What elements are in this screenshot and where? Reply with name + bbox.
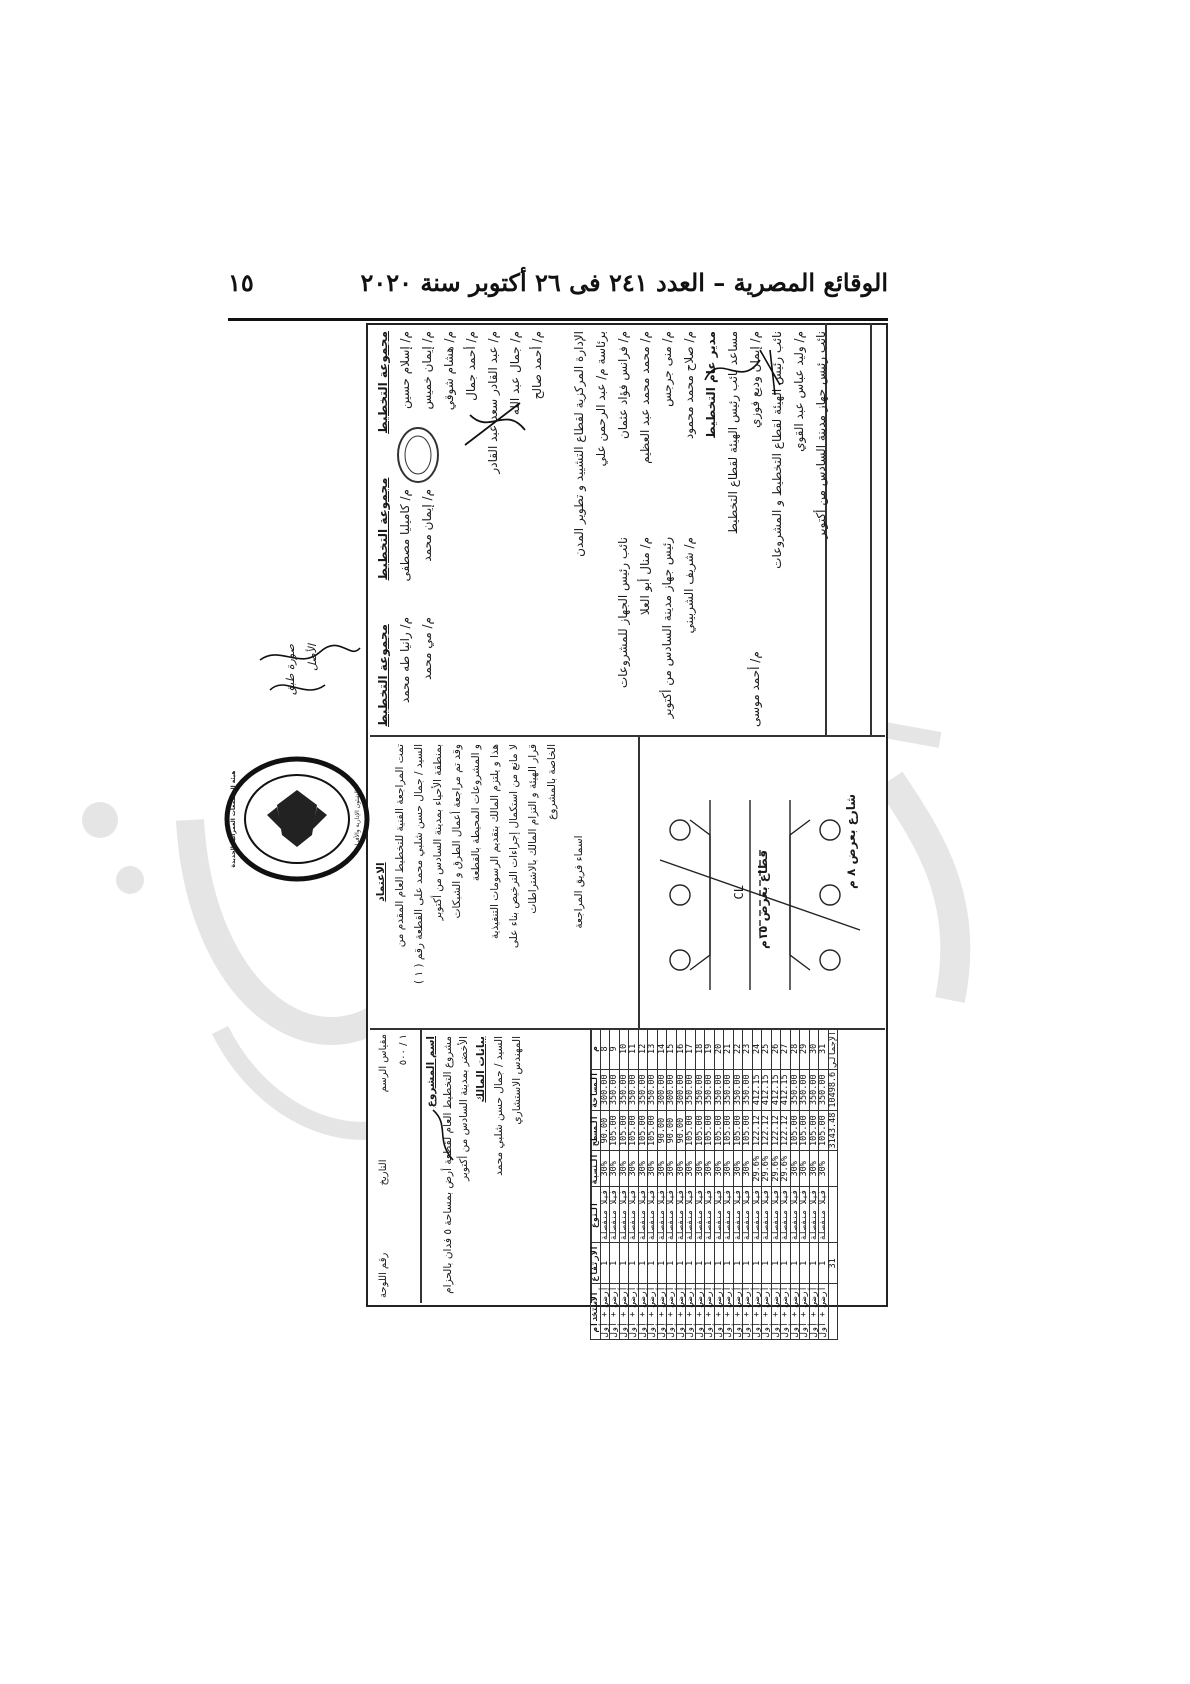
table-header: الارتفاع [591,1243,601,1284]
table-cell: أرضي + أول [771,1284,781,1340]
date-label: التاريخ [378,1159,389,1186]
planner-name: م/ إسلام حسين [398,331,412,409]
table-cell: 1 [752,1243,762,1284]
director-title: مدير عام التخطيط [704,331,718,439]
table-cell: 8 [600,1029,610,1070]
table-cell: فيلا منفصلة [743,1187,753,1243]
head-name: م/ شريف الشربيني [682,537,696,634]
planner-name: م/ كاميليا مصطفى [398,489,412,582]
table-cell: أرضي + أول [762,1284,772,1340]
table-cell: أرضي + أول [743,1284,753,1340]
table-cell: فيلا منفصلة [667,1187,677,1243]
table-cell: 350.00 [800,1069,810,1110]
head-of-city: رئيس جهاز مدينة السادس من أكتوبر [660,537,674,719]
table-row [705,1029,715,1340]
table-cell: 105.00 [790,1110,800,1151]
planner-name: م/ هشام شوقي [442,331,456,411]
engineer-label: المهندس الاستشاري [511,1036,523,1125]
approval-line: الخاصة بالمشروع [546,744,558,820]
table-cell: 1 [686,1243,696,1284]
table-cell: 1 [657,1243,667,1284]
table-cell: 105.00 [743,1110,753,1151]
seal-subtext: الشئون الإدارية والأفراد [354,790,361,848]
table-cell: فيلا منفصلة [657,1187,667,1243]
table-cell: 30% [714,1151,724,1187]
table-cell: 17 [686,1029,696,1070]
table-cell: 1 [629,1243,639,1284]
seal-text-host [222,755,372,883]
table-cell: 350.00 [619,1069,629,1110]
owner-label: بيانات المالك [475,1036,487,1103]
signature-icon [425,1105,465,1165]
table-cell: فيلا منفصلة [676,1187,686,1243]
table-cell: 30% [610,1151,620,1187]
team-member: م/ منى جرجس [660,331,674,407]
table-cell: 29.6% [781,1151,791,1187]
table-cell: 412.15 [771,1069,781,1110]
project-block [422,1030,588,1302]
table-cell: 90.00 [600,1110,610,1151]
table-cell: 1 [619,1243,629,1284]
table-cell: 1 [705,1243,715,1284]
approval-line: لا مانع من استكمال إجراءات الترخيص بناء على [508,744,520,949]
supervision: برئاسة م/ عبد الرحمن علي [594,331,608,467]
title-block [372,1030,418,1302]
table-cell: 29.6% [771,1151,781,1187]
table-cell: 412.15 [781,1069,791,1110]
sheet-divider [370,735,885,737]
table-cell: 30% [800,1151,810,1187]
table-cell: 105.00 [809,1110,819,1151]
table-cell [828,1187,838,1243]
table-cell: 350.00 [733,1069,743,1110]
table-cell: فيلا منفصلة [800,1187,810,1243]
approval-line: وقد تم مراجعة أعمال الطرق و الشبكات [451,744,463,919]
table-cell: فيلا منفصلة [752,1187,762,1243]
table-cell: أرضي + أول [686,1284,696,1340]
table-cell: فيلا منفصلة [809,1187,819,1243]
table-cell: 30% [743,1151,753,1187]
planner-name: م/ مي محمد [420,617,434,680]
table-cell: 10 [619,1029,629,1070]
approval-line: هذا و يلتزم المالك بتقديم الرسومات التنفيذية [489,744,501,940]
table-row [800,1029,810,1340]
table-total-row [828,1029,838,1340]
table-cell: 1 [714,1243,724,1284]
planning-group-heading: مجموعة التخطيط [376,331,390,434]
table-cell: 30% [705,1151,715,1187]
head-title: نائب رئيس الجهاز للمشروعات [616,537,630,689]
table-cell: فيلا منفصلة [619,1187,629,1243]
table-cell: 300.00 [657,1069,667,1110]
department-name: الإدارة المركزية لقطاع التشييد و تطوير المدن [572,331,586,557]
planning-group-heading: مجموعة التخطيط [376,624,390,727]
review-team-label: اسماء فريق المراجعة [573,835,585,929]
table-cell: 105.00 [610,1110,620,1151]
table-cell: 30% [733,1151,743,1187]
table-cell: 105.00 [686,1110,696,1151]
table-cell: أرضي + أول [714,1284,724,1340]
table-cell: 30% [619,1151,629,1187]
signature-icon [460,395,530,455]
table-cell: 30% [790,1151,800,1187]
table-header: المساحة [591,1069,601,1110]
table-cell: 350.00 [809,1069,819,1110]
table-cell: أرضي + أول [600,1284,610,1340]
table-cell: أرضي + أول [610,1284,620,1340]
table-cell: أرضي + أول [752,1284,762,1340]
table-cell: أرضي + أول [724,1284,734,1340]
table-cell: 300.00 [600,1069,610,1110]
street-width-label: شارع بعرض ٨ م [844,794,858,889]
signature-icon [700,340,790,400]
table-cell: 30% [686,1151,696,1187]
owner-name: السيد / جمال حسن شلبي محمد [493,1036,505,1176]
table-cell: 1 [733,1243,743,1284]
table-cell: 1 [724,1243,734,1284]
table-cell: 350.00 [714,1069,724,1110]
table-cell: 22 [733,1029,743,1070]
planner-name: م/ عبد القادر سعد عبد القادر [486,331,500,474]
table-cell: أرضي + أول [638,1284,648,1340]
table-cell: 350.00 [705,1069,715,1110]
table-cell: 105.00 [695,1110,705,1151]
table-cell: 30% [695,1151,705,1187]
seal-text: هيئة المجتمعات العمرانية الجديدة [230,770,237,868]
approval-line: قرار الهيئة و التزام المالك بالاشتراطات [527,744,539,914]
head-name: م/ منال أبو العلا [638,537,652,616]
table-cell: 1 [695,1243,705,1284]
table-cell: 1 [600,1243,610,1284]
table-cell: أرضي + أول [657,1284,667,1340]
table-cell: فيلا منفصلة [600,1187,610,1243]
table-cell: 24 [752,1029,762,1070]
table-header: النوع [591,1187,601,1243]
table-header: النسبة [591,1151,601,1187]
table-row [743,1029,753,1340]
table-cell: 1 [771,1243,781,1284]
section-label: قطاع بعرض ١٥م [756,850,770,949]
table-cell: 28 [790,1029,800,1070]
table-cell: 350.00 [648,1069,658,1110]
project-name: مشروع التخطيط العام لقطعة أرض بمساحة ٥ فدان بالحزام الأخضر بمدينة السادس من أكتوبر [442,1036,470,1294]
table-cell: 21 [724,1029,734,1070]
table-cell: 105.00 [638,1110,648,1151]
assistant-title: مساعد نائب رئيس الهيئة لقطاع التخطيط [726,331,740,535]
assistant-name: م/ أحمد موسى [748,651,762,727]
table-cell: 9 [610,1029,620,1070]
team-member: م/ فرانس فؤاد عثمان [616,331,630,440]
table-cell: 19 [705,1029,715,1070]
table-cell: 105.00 [724,1110,734,1151]
table-cell: أرضي + أول [648,1284,658,1340]
table-cell: 1 [790,1243,800,1284]
lots-table [590,1028,838,1340]
table-cell: 1 [800,1243,810,1284]
table-cell: فيلا منفصلة [629,1187,639,1243]
planner-name: م/ جمال عبد الله [508,331,522,416]
table-cell: 20 [714,1029,724,1070]
table-cell: 30% [648,1151,658,1187]
page-number: ١٥ [228,268,254,297]
deputy-name: م/ وليد عباس عبد القوي [792,331,806,452]
approval-line: و المشروعات المحيطة بالقطعة [470,744,482,882]
table-row [686,1029,696,1340]
header-rule [228,318,888,321]
table-cell: 29.6% [762,1151,772,1187]
planning-group-heading: مجموعة التخطيط [376,477,390,581]
table-cell: 11 [629,1029,639,1070]
table-cell: أرضي + أول [667,1284,677,1340]
table-cell: فيلا منفصلة [724,1187,734,1243]
table-cell: 29 [800,1029,810,1070]
table-cell: 350.00 [629,1069,639,1110]
table-cell: أرضي + أول [705,1284,715,1340]
table-header: الاستخدام [591,1284,601,1340]
approval-heading: الاعتماد [375,862,387,902]
table-cell: 350.00 [695,1069,705,1110]
table-cell: 122.12 [762,1110,772,1151]
approval-line: السيد / جمال حسن شلبي محمد على القطعة رقم ( ١ ) [413,744,425,984]
table-cell: 16 [676,1029,686,1070]
table-cell: فيلا منفصلة [610,1187,620,1243]
table-cell: أرضي + أول [800,1284,810,1340]
table-cell: 90.00 [676,1110,686,1151]
table-cell: 350.00 [686,1069,696,1110]
table-cell: أرضي + أول [809,1284,819,1340]
table-cell: 350.00 [724,1069,734,1110]
table-cell: أرضي + أول [695,1284,705,1340]
table-cell: 29.6% [752,1151,762,1187]
table-cell: 350.00 [638,1069,648,1110]
page-header [228,268,888,308]
table-cell: 30% [600,1151,610,1187]
table-cell: 10498.6 [828,1069,838,1110]
table-header: المسطح [591,1110,601,1151]
table-cell: 1 [819,1243,829,1284]
table-cell: 30% [724,1151,734,1187]
table-cell: 14 [657,1029,667,1070]
table-header-row [591,1029,601,1340]
table-cell: 1 [676,1243,686,1284]
deputy-title: نائب رئيس الهيئة لقطاع التخطيط و المشروعات [770,331,784,569]
table-cell: 25 [762,1029,772,1070]
table-cell: فيلا منفصلة [686,1187,696,1243]
table-row [629,1029,639,1340]
table-cell: 1 [809,1243,819,1284]
table-cell: 300.00 [667,1069,677,1110]
table-cell: 412.15 [762,1069,772,1110]
table-cell: 30% [819,1151,829,1187]
approval-block [372,738,636,1026]
table-cell: أرضي + أول [819,1284,829,1340]
table-cell: 31 [828,1243,838,1284]
team-member: م/ صلاح محمد محمود [682,331,696,440]
table-cell: 412.15 [752,1069,762,1110]
table-cell: 350.00 [790,1069,800,1110]
table-cell: أرضي + أول [629,1284,639,1340]
handwritten-note: صورة طبق الأصل [284,644,319,695]
table-cell: 105.00 [800,1110,810,1151]
table-cell: 90.00 [657,1110,667,1151]
table-cell: 350.00 [743,1069,753,1110]
table-cell: 350.00 [610,1069,620,1110]
table-cell: 30% [676,1151,686,1187]
table-cell: 1 [743,1243,753,1284]
table-cell: 122.12 [771,1110,781,1151]
table-cell: 15 [667,1029,677,1070]
table-cell: 30% [667,1151,677,1187]
table-row [610,1029,620,1340]
table-row [781,1029,791,1340]
table-cell: أرضي + أول [676,1284,686,1340]
table-cell: فيلا منفصلة [781,1187,791,1243]
table-cell: فيلا منفصلة [705,1187,715,1243]
table-cell: 105.00 [619,1110,629,1151]
table-cell: 1 [610,1243,620,1284]
handwritten-note-host [250,640,366,710]
approval-line: بمنطقة الأحياء بمدينة السادس من أكتوبر [432,744,444,921]
table-cell: 105.00 [648,1110,658,1151]
table-cell: 1 [638,1243,648,1284]
table-cell: 26 [771,1029,781,1070]
approval-line: تمت المراجعة الفنية للتخطيط العام المقدم من [394,744,406,948]
table-row [648,1029,658,1340]
table-cell: 90.00 [667,1110,677,1151]
planner-name: م/ رانيا طه محمد [398,617,412,704]
table-row [819,1029,829,1340]
table-row [762,1029,772,1340]
scale-label: مقياس الرسم [378,1034,389,1093]
table-cell: 105.00 [733,1110,743,1151]
planner-name: م/ أحمد صالح [530,331,544,400]
table-cell: 30 [809,1029,819,1070]
table-cell: فيلا منفصلة [714,1187,724,1243]
table-cell: 30% [657,1151,667,1187]
table-cell: 18 [695,1029,705,1070]
table-cell: فيلا منفصلة [762,1187,772,1243]
table-cell: 3143.48 [828,1110,838,1151]
table-cell: الإجمالي [828,1029,838,1070]
table-cell: فيلا منفصلة [648,1187,658,1243]
table-cell: فيلا منفصلة [733,1187,743,1243]
table-cell: 105.00 [629,1110,639,1151]
team-member: م/ محمد محمد عبد العظيم [638,331,652,464]
planner-name: م/ أحمد جمال [464,331,478,401]
round-stamp-icon [395,425,441,485]
street-labels [640,790,880,1000]
table-cell: 300.00 [676,1069,686,1110]
table-cell: 1 [762,1243,772,1284]
table-cell [828,1284,838,1340]
table-cell: 23 [743,1029,753,1070]
centerline-label: CL [732,885,746,900]
table-cell: 1 [648,1243,658,1284]
table-cell: فيلا منفصلة [790,1187,800,1243]
planner-name: م/ إيمان محمد [420,489,434,562]
table-cell: 1 [781,1243,791,1284]
table-cell: فيلا منفصلة [819,1187,829,1243]
sheet-divider [870,323,872,735]
project-name-label: اسم المشروع [425,1036,437,1108]
table-cell: أرضي + أول [733,1284,743,1340]
table-cell: 30% [809,1151,819,1187]
table-cell: 13 [648,1029,658,1070]
table-cell: 350.00 [819,1069,829,1110]
gazette-title: الوقائع المصرية – العدد ٢٤١ فى ٢٦ أكتوبر سنة ٢٠٢٠ [360,268,888,297]
table-cell: أرضي + أول [781,1284,791,1340]
table-cell: 105.00 [705,1110,715,1151]
table-cell: فيلا منفصلة [638,1187,648,1243]
table-row [724,1029,734,1340]
table-cell: 30% [629,1151,639,1187]
scale-value: ١ / ٥٠٠ [398,1034,409,1066]
table-header: م [591,1029,601,1070]
table-cell: أرضي + أول [790,1284,800,1340]
table-cell: 30% [638,1151,648,1187]
table-cell: أرضي + أول [619,1284,629,1340]
lots-table-region [590,1028,880,1338]
table-cell: فيلا منفصلة [695,1187,705,1243]
table-row [667,1029,677,1340]
table-cell: 105.00 [714,1110,724,1151]
assistant-name: م/ إيمان وديع فوزي [748,331,762,428]
sheet-number-label: رقم اللوحة [378,1252,389,1298]
deputy-role: نائب رئيس جهاز مدينة السادس من أكتوبر [814,331,828,539]
table-cell: 12 [638,1029,648,1070]
table-cell [828,1151,838,1187]
planner-name: م/ إيمان خميس [420,331,434,410]
table-cell: 1 [667,1243,677,1284]
table-cell: 27 [781,1029,791,1070]
table-cell: فيلا منفصلة [771,1187,781,1243]
table-cell: 122.12 [752,1110,762,1151]
table-cell: 122.12 [781,1110,791,1151]
table-cell: 105.00 [819,1110,829,1151]
table-cell: 31 [819,1029,829,1070]
